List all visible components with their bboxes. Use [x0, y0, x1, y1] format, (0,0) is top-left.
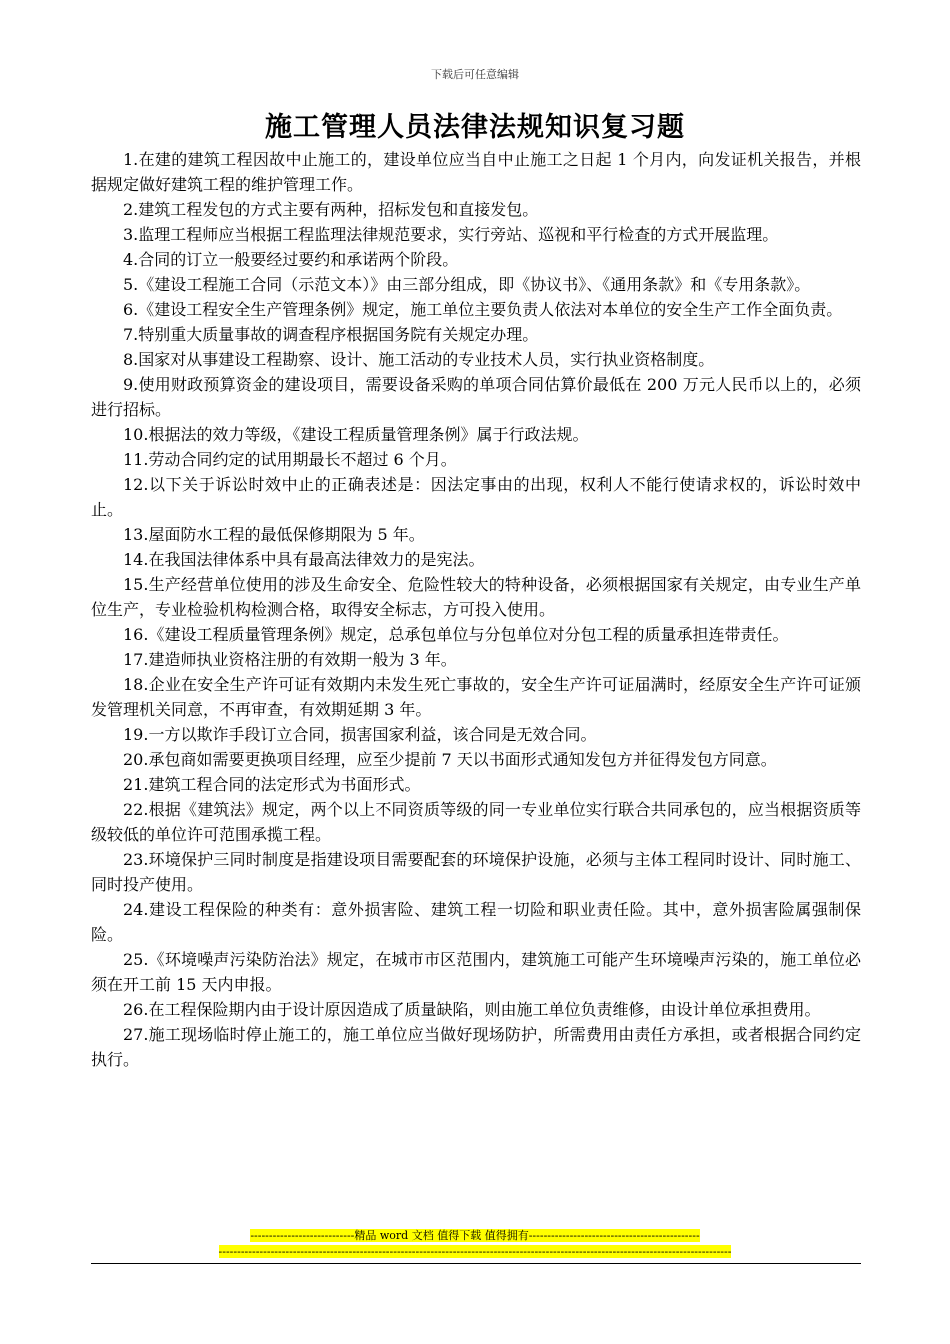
- list-item: 8.国家对从事建设工程勘察、设计、施工活动的专业技术人员，实行执业资格制度。: [123, 350, 715, 369]
- list-item: 7.特别重大质量事故的调查程序根据国务院有关规定办理。: [123, 325, 539, 344]
- footer-dashes: [0, 1245, 950, 1259]
- list-item: 14.在我国法律体系中具有最高法律效力的是宪法。: [123, 550, 485, 569]
- list-item: 19.一方以欺诈手段订立合同，损害国家利益，该合同是无效合同。: [123, 725, 597, 744]
- list-item: 18.企业在安全生产许可证有效期内未发生死亡事故的，安全生产许可证届满时，经原安全生产许可证颁发管理机关同意，不再审查，有效期延期 3 年。: [91, 675, 861, 719]
- footer-dashes-text: ------------------------------------------------------------------------------------------------------------------------------------------: [218, 1245, 732, 1258]
- list-item: 15.生产经营单位使用的涉及生命安全、危险性较大的特种设备，必须根据国家有关规定，由专业生产单位生产，专业检验机构检测合格，取得安全标志，方可投入使用。: [91, 575, 861, 619]
- list-item: 24.建设工程保险的种类有：意外损害险、建筑工程一切险和职业责任险。其中，意外损害险属强制保险。: [91, 900, 861, 944]
- list-item: 9.使用财政预算资金的建设项目，需要设备采购的单项合同估算价最低在 200 万元人民币以上的，必须进行招标。: [91, 375, 861, 419]
- footer-banner: [0, 1229, 950, 1243]
- list-item: 6.《建设工程安全生产管理条例》规定，施工单位主要负责人依法对本单位的安全生产工作全面负责。: [123, 300, 843, 319]
- list-item: 20.承包商如需要更换项目经理，应至少提前 7 天以书面形式通知发包方并征得发包方同意。: [123, 750, 777, 769]
- list-item: 1.在建的建筑工程因故中止施工的，建设单位应当自中止施工之日起 1 个月内，向发证机关报告，并根据规定做好建筑工程的维护管理工作。: [91, 150, 861, 194]
- list-item: 25.《环境噪声污染防治法》规定，在城市市区范围内，建筑施工可能产生环境噪声污染的，施工单位必须在开工前 15 天内申报。: [91, 950, 861, 994]
- list-item: 13.屋面防水工程的最低保修期限为 5 年。: [123, 525, 425, 544]
- list-item: 16.《建设工程质量管理条例》规定，总承包单位与分包单位对分包工程的质量承担连带责任。: [123, 625, 789, 644]
- list-item: 4.合同的订立一般要经过要约和承诺两个阶段。: [123, 250, 459, 269]
- list-item: 2.建筑工程发包的方式主要有两种，招标发包和直接发包。: [123, 200, 539, 219]
- list-item: 17.建造师执业资格注册的有效期一般为 3 年。: [123, 650, 457, 669]
- list-item: 26.在工程保险期内由于设计原因造成了质量缺陷，则由施工单位负责维修，由设计单位承担费用。: [123, 1000, 821, 1019]
- list-item: 3.监理工程师应当根据工程监理法律规范要求，实行旁站、巡视和平行检查的方式开展监理。: [123, 225, 779, 244]
- list-item: 22.根据《建筑法》规定，两个以上不同资质等级的同一专业单位实行联合共同承包的，应当根据资质等级较低的单位许可范围承揽工程。: [91, 800, 861, 844]
- list-item: 21.建筑工程合同的法定形式为书面形式。: [123, 775, 421, 794]
- list-item: 23.环境保护三同时制度是指建设项目需要配套的环境保护设施，必须与主体工程同时设计、同时施工、同时投产使用。: [91, 850, 861, 894]
- document-title: 施工管理人员法律法规知识复习题: [265, 112, 685, 143]
- header-note: 下载后可任意编辑: [431, 68, 519, 81]
- list-item: 11.劳动合同约定的试用期最长不超过 6 个月。: [123, 450, 457, 469]
- list-item: 10.根据法的效力等级，《建设工程质量管理条例》属于行政法规。: [123, 425, 589, 444]
- list-item: 12.以下关于诉讼时效中止的正确表述是：因法定事由的出现，权利人不能行使请求权的，诉讼时效中止。: [91, 475, 861, 519]
- list-item: 5.《建设工程施工合同（示范文本）》由三部分组成，即《协议书》、《通用条款》和《专用条款》。: [123, 275, 811, 294]
- footer-divider: [91, 1263, 861, 1264]
- question-list: [91, 147, 861, 1072]
- list-item: 27.施工现场临时停止施工的，施工单位应当做好现场防护，所需费用由责任方承担，或者根据合同约定执行。: [91, 1025, 861, 1069]
- footer-banner-text: ----------------------------精品 word 文档 值得下载 值得拥有----------------------------------------------: [250, 1229, 700, 1242]
